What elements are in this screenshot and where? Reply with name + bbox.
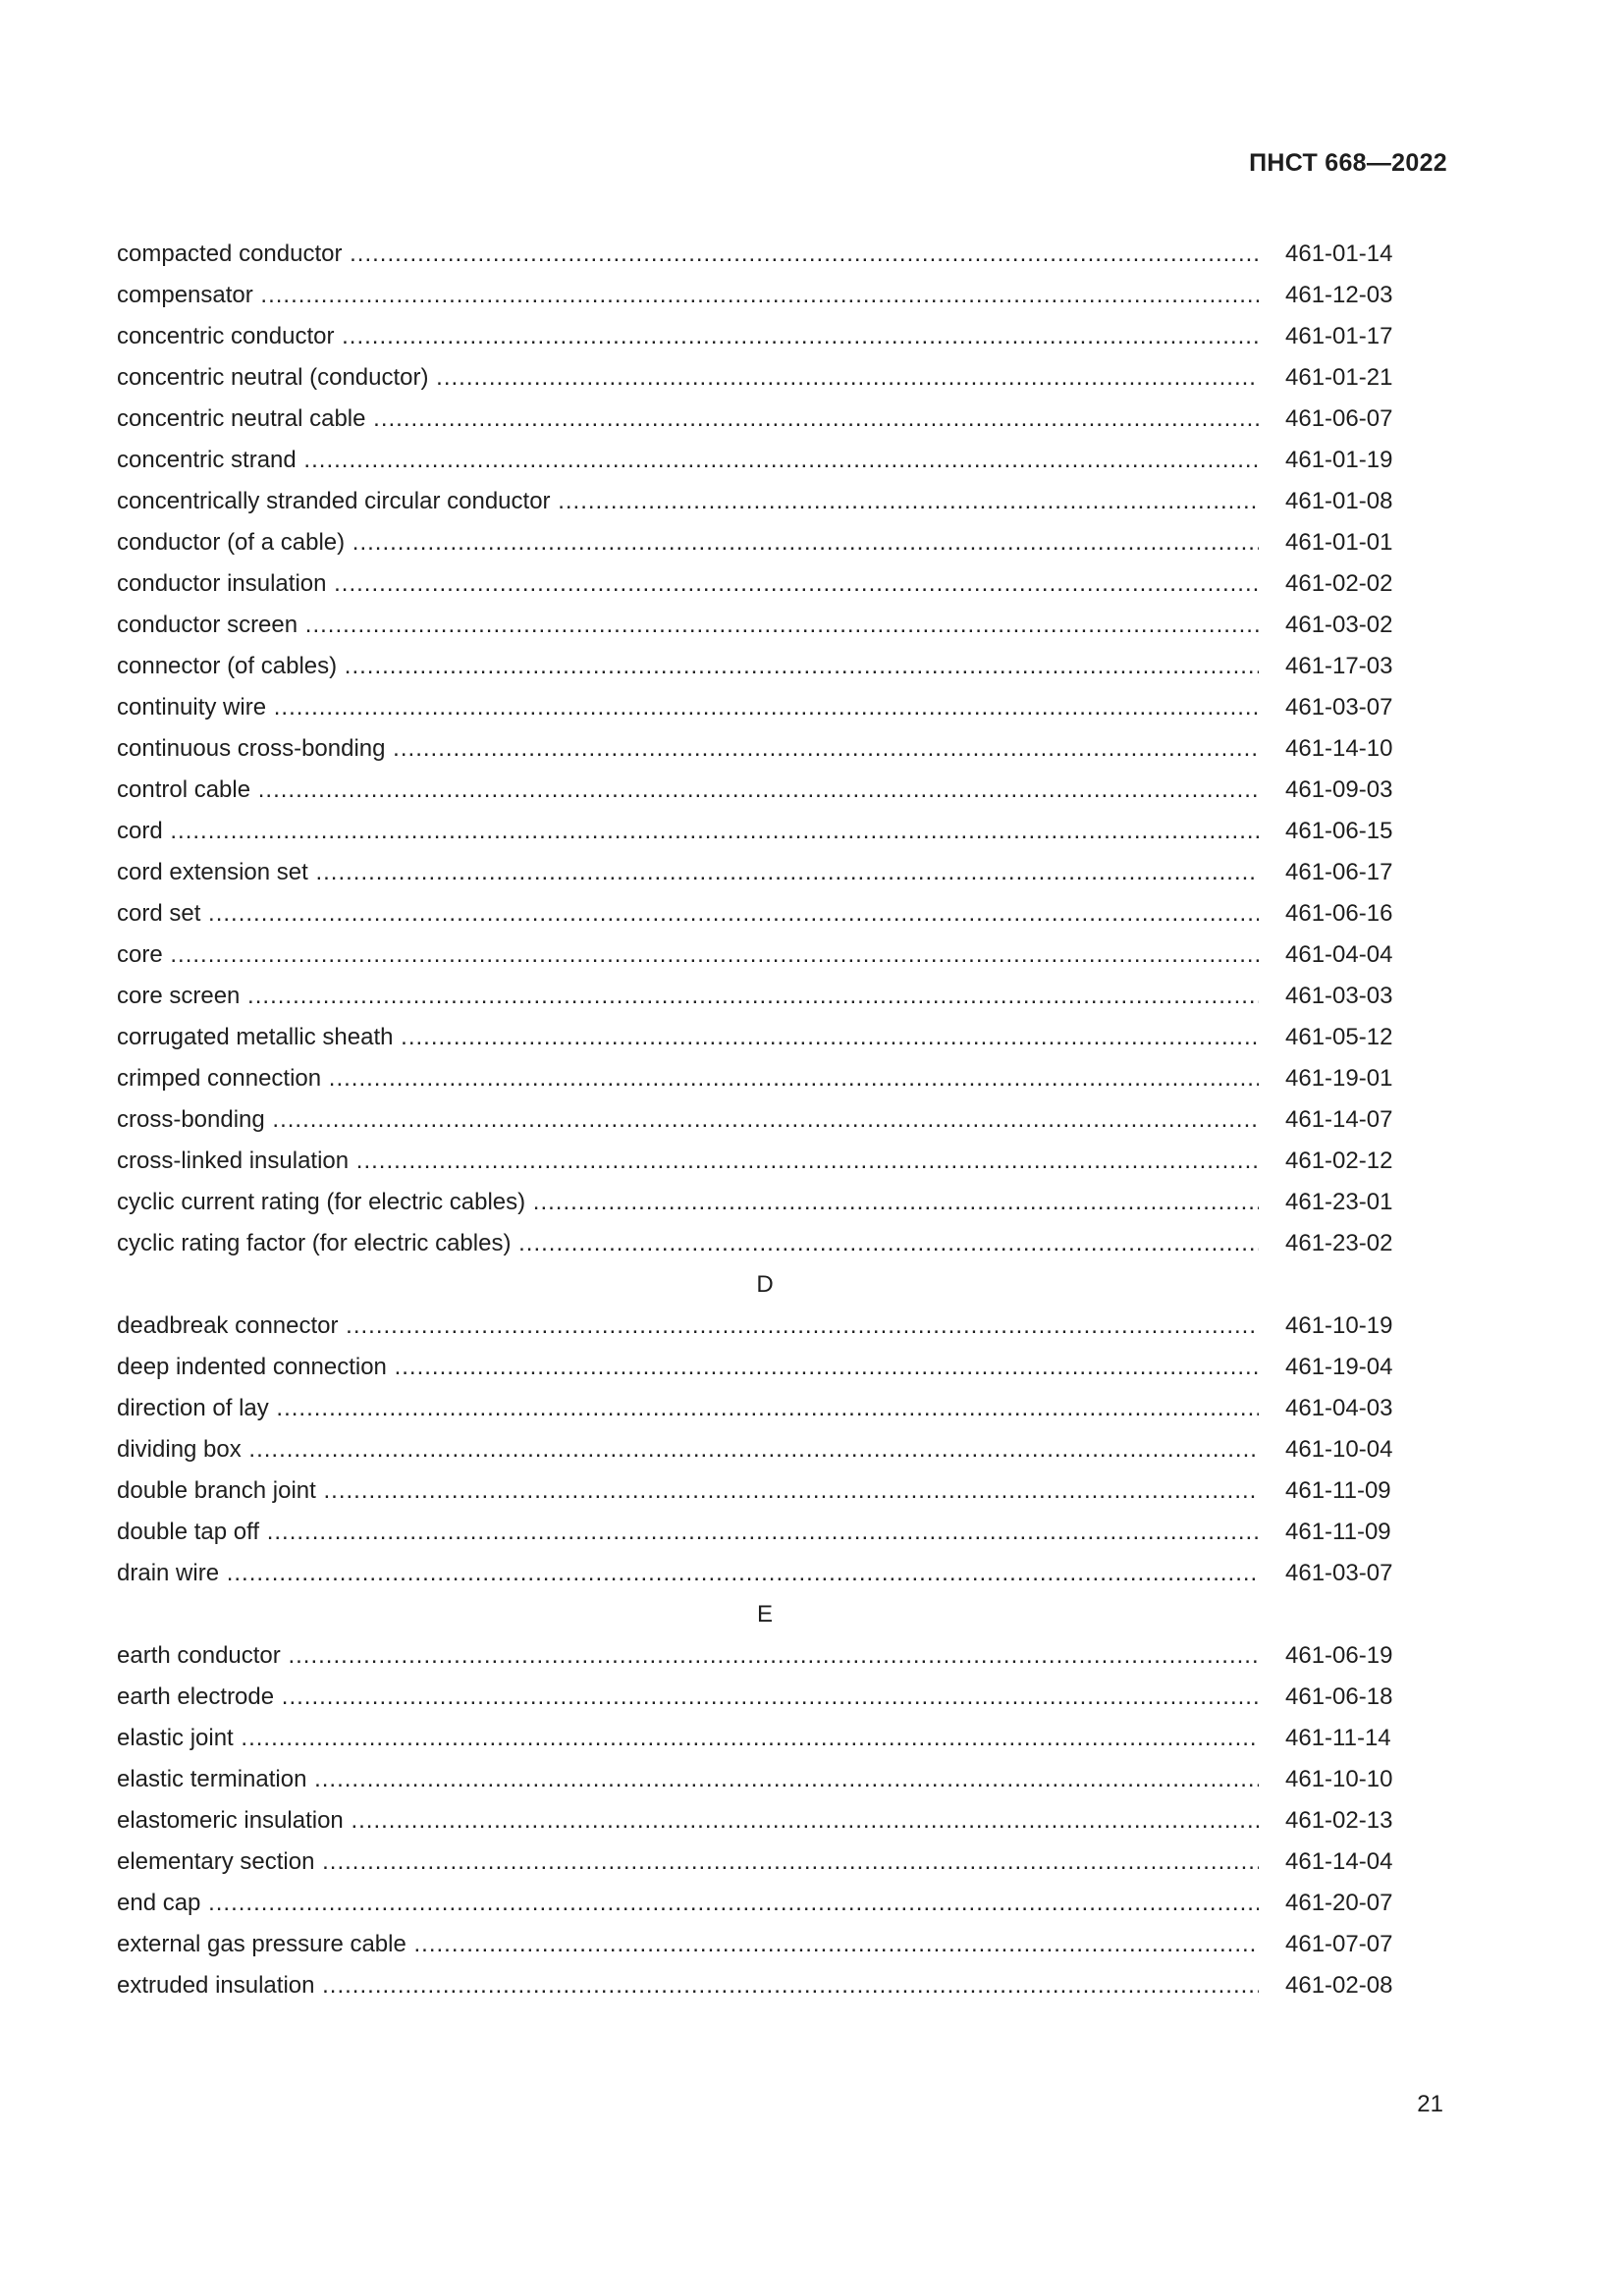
entry-code: 461-09-03 (1285, 776, 1393, 803)
entry-term: cyclic rating factor (for electric cables) ..... (117, 1223, 1259, 1264)
entry-code: 461-14-04 (1285, 1848, 1393, 1875)
entry-term: conductor (of a cable) ..... (117, 522, 1259, 563)
entry-code: 461-02-12 (1285, 1148, 1393, 1174)
index-entry (117, 1512, 1413, 1553)
index-entry (117, 1800, 1413, 1842)
index-entry (117, 646, 1413, 687)
entry-code: 461-03-02 (1285, 612, 1393, 638)
index-entry (117, 234, 1413, 275)
entry-code: 461-05-12 (1285, 1024, 1393, 1050)
entry-term: drain wire ..... (117, 1553, 1259, 1594)
entry-code: 461-11-09 (1285, 1477, 1391, 1504)
entry-term: direction of lay ..... (117, 1388, 1259, 1429)
index-entry (117, 1553, 1413, 1594)
index-entry (117, 1058, 1413, 1099)
index-entry (117, 357, 1413, 399)
entry-code: 461-01-21 (1285, 364, 1393, 391)
entry-code: 461-01-19 (1285, 447, 1393, 473)
entry-code: 461-06-16 (1285, 900, 1393, 927)
entry-term: concentric neutral cable ..... (117, 399, 1259, 440)
entry-code: 461-01-14 (1285, 240, 1393, 267)
entry-term: earth conductor ..... (117, 1635, 1259, 1677)
index-entry (117, 605, 1413, 646)
entry-term: end cap ..... (117, 1883, 1259, 1924)
entry-term: compacted conductor ..... (117, 234, 1259, 275)
entry-code: 461-07-07 (1285, 1931, 1393, 1957)
entry-code: 461-03-03 (1285, 983, 1393, 1009)
entry-code: 461-23-02 (1285, 1230, 1393, 1256)
entry-term: control cable ..... (117, 770, 1259, 811)
entry-code: 461-23-01 (1285, 1189, 1393, 1215)
index-entry (117, 893, 1413, 934)
entry-term: cyclic current rating (for electric cables) ..... (117, 1182, 1259, 1223)
entry-term: external gas pressure cable ..... (117, 1924, 1259, 1965)
entry-code: 461-10-04 (1285, 1436, 1393, 1463)
index-entry (117, 1429, 1413, 1470)
entry-term: core screen ..... (117, 976, 1259, 1017)
entry-term: deadbreak connector ..... (117, 1306, 1259, 1347)
index-entry (117, 1883, 1413, 1924)
entry-code: 461-14-10 (1285, 735, 1393, 762)
index-entry (117, 687, 1413, 728)
entry-term: elastomeric insulation ..... (117, 1800, 1259, 1842)
index-entry (117, 1842, 1413, 1883)
section-letter: D (756, 1271, 774, 1298)
entry-term: continuity wire ..... (117, 687, 1259, 728)
index-entry (117, 852, 1413, 893)
index-entry (117, 440, 1413, 481)
entry-code: 461-11-14 (1285, 1725, 1391, 1751)
entry-code: 461-17-03 (1285, 653, 1393, 679)
entry-code: 461-01-08 (1285, 488, 1393, 514)
entry-term: dividing box ..... (117, 1429, 1259, 1470)
index-entry (117, 1306, 1413, 1347)
entry-code: 461-11-09 (1285, 1519, 1391, 1545)
entry-code: 461-01-01 (1285, 529, 1393, 556)
entry-code: 461-06-07 (1285, 405, 1393, 432)
page-number: 21 (1417, 2091, 1443, 2117)
index-entry (117, 1635, 1413, 1677)
entry-term: concentrically stranded circular conductor ..... (117, 481, 1259, 522)
index-entry (117, 316, 1413, 357)
entry-code: 461-06-18 (1285, 1683, 1393, 1710)
entry-term: cross-bonding ..... (117, 1099, 1259, 1141)
index-entry (117, 1017, 1413, 1058)
entry-code: 461-10-19 (1285, 1312, 1393, 1339)
entry-code: 461-12-03 (1285, 282, 1393, 308)
index-entry (117, 399, 1413, 440)
entry-term: elastic joint ..... (117, 1718, 1259, 1759)
entry-term: double branch joint ..... (117, 1470, 1259, 1512)
entry-term: concentric strand ..... (117, 440, 1259, 481)
entry-code: 461-01-17 (1285, 323, 1393, 349)
index-entry (117, 1759, 1413, 1800)
term-index (117, 234, 1413, 2006)
entry-code: 461-06-17 (1285, 859, 1393, 885)
entry-term: conductor screen ..... (117, 605, 1259, 646)
entry-term: concentric neutral (conductor) ..... (117, 357, 1259, 399)
index-entry (117, 728, 1413, 770)
entry-term: conductor insulation ..... (117, 563, 1259, 605)
entry-term: core ..... (117, 934, 1259, 976)
index-entry (117, 522, 1413, 563)
index-entry (117, 1388, 1413, 1429)
index-entry (117, 1099, 1413, 1141)
index-entry (117, 1347, 1413, 1388)
entry-code: 461-02-08 (1285, 1972, 1393, 1999)
entry-term: double tap off ..... (117, 1512, 1259, 1553)
entry-code: 461-03-07 (1285, 694, 1393, 721)
section-letter: E (756, 1601, 773, 1628)
index-entry (117, 563, 1413, 605)
entry-code: 461-04-03 (1285, 1395, 1393, 1421)
entry-code: 461-20-07 (1285, 1890, 1393, 1916)
index-entry (117, 1965, 1413, 2006)
entry-code: 461-06-19 (1285, 1642, 1393, 1669)
index-entry (117, 1924, 1413, 1965)
entry-term: cord extension set ..... (117, 852, 1259, 893)
entry-term: continuous cross-bonding ..... (117, 728, 1259, 770)
index-entry (117, 1182, 1413, 1223)
index-entry (117, 811, 1413, 852)
entry-code: 461-06-15 (1285, 818, 1393, 844)
document-id: ПНСТ 668—2022 (1249, 149, 1447, 177)
entry-code: 461-14-07 (1285, 1106, 1393, 1133)
entry-term: cord ..... (117, 811, 1259, 852)
entry-term: extruded insulation ..... (117, 1965, 1259, 2006)
index-entry (117, 934, 1413, 976)
index-entry (117, 1141, 1413, 1182)
entry-term: cord set ..... (117, 893, 1259, 934)
index-entry (117, 1677, 1413, 1718)
entry-term: corrugated metallic sheath ..... (117, 1017, 1259, 1058)
entry-code: 461-04-04 (1285, 941, 1393, 968)
entry-term: cross-linked insulation ..... (117, 1141, 1259, 1182)
entry-term: compensator ..... (117, 275, 1259, 316)
index-entry (117, 1718, 1413, 1759)
index-entry (117, 275, 1413, 316)
index-entry (117, 481, 1413, 522)
index-entry (117, 1223, 1413, 1264)
entry-term: deep indented connection ..... (117, 1347, 1259, 1388)
index-entry (117, 976, 1413, 1017)
entry-term: elastic termination ..... (117, 1759, 1259, 1800)
entry-code: 461-02-02 (1285, 570, 1393, 597)
entry-term: connector (of cables) ..... (117, 646, 1259, 687)
index-entry (117, 770, 1413, 811)
entry-term: crimped connection ..... (117, 1058, 1259, 1099)
entry-term: concentric conductor ..... (117, 316, 1259, 357)
entry-term: elementary section ..... (117, 1842, 1259, 1883)
entry-code: 461-10-10 (1285, 1766, 1393, 1792)
entry-code: 461-02-13 (1285, 1807, 1393, 1834)
entry-code: 461-19-01 (1285, 1065, 1393, 1092)
entry-term: earth electrode ..... (117, 1677, 1259, 1718)
index-entry (117, 1470, 1413, 1512)
entry-code: 461-03-07 (1285, 1560, 1393, 1586)
entry-code: 461-19-04 (1285, 1354, 1393, 1380)
